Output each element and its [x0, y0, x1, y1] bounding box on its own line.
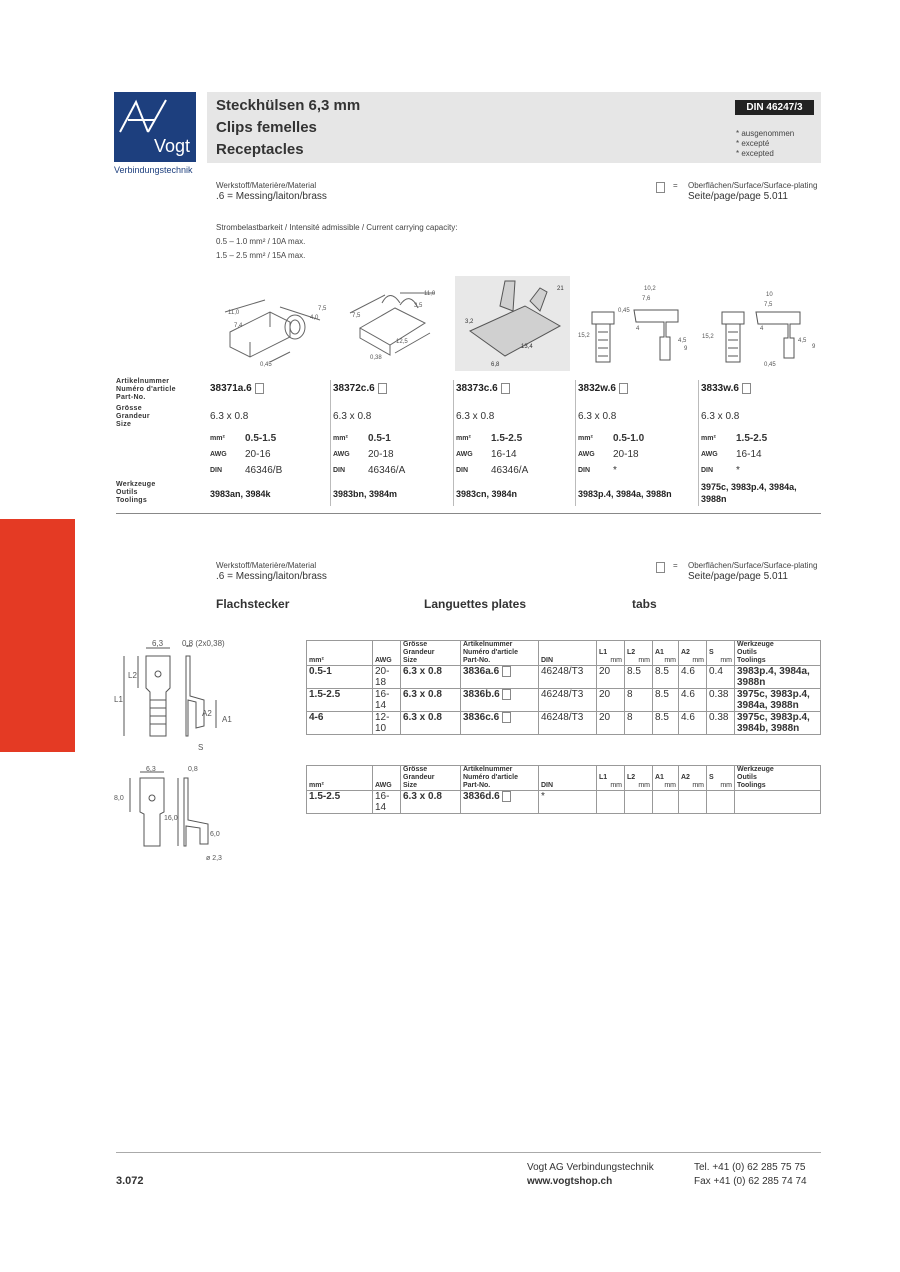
th-article-de: Artikelnummer — [463, 641, 513, 648]
th-l2-unit: mm — [638, 782, 650, 789]
th-tools — [735, 766, 821, 791]
drawing-38372c — [340, 283, 445, 363]
footer-divider — [116, 1152, 821, 1153]
cell-part — [461, 689, 539, 712]
cell-part-text: 3836b.6 — [463, 689, 500, 701]
title-en: Receptacles — [216, 141, 304, 158]
spec-key-mm2: mm² — [333, 435, 348, 442]
plating-box-icon — [502, 712, 511, 723]
th-din: DIN — [539, 641, 597, 666]
th-size — [401, 766, 461, 791]
footer-web[interactable]: www.vogtshop.ch — [527, 1176, 613, 1187]
spec-key-awg: AWG — [210, 451, 227, 458]
product-awg: 20-18 — [613, 449, 639, 460]
d4-dim-2: 0,45 — [618, 308, 630, 314]
table-row — [307, 666, 821, 689]
d4-dim-3: 15,2 — [578, 333, 590, 339]
th-din: DIN — [539, 766, 597, 791]
spec-key-din: DIN — [210, 467, 223, 474]
th-tools-fr: Outils — [737, 649, 757, 656]
t2-dim-5: ø 2,3 — [206, 855, 222, 862]
row-label-article-fr: Numéro d'article — [116, 386, 176, 393]
d3-dim-0: 21 — [557, 286, 564, 292]
cell-awg: 16-14 — [373, 791, 401, 814]
cell-s: 0.4 — [707, 666, 735, 689]
th-l1-unit: mm — [610, 782, 622, 789]
th-a1 — [653, 641, 679, 666]
th-size-fr: Grandeur — [403, 774, 435, 781]
cell-l1: 20 — [597, 666, 625, 689]
heading-fr: Languettes plates — [424, 597, 527, 611]
d2-dim-1: 7,5 — [352, 313, 361, 319]
cell-l1 — [597, 791, 625, 814]
product-din: * — [613, 465, 617, 476]
product-mm2: 0.5-1.5 — [245, 433, 277, 444]
th-article-en: Part-No. — [463, 657, 491, 664]
cell-s — [707, 791, 735, 814]
cell-l1: 20 — [597, 689, 625, 712]
th-article-en: Part-No. — [463, 782, 491, 789]
d5-dim-1: 7,5 — [764, 302, 773, 308]
th-size-de: Grösse — [403, 641, 428, 648]
d1-dim-3: 4,0 — [310, 315, 319, 321]
cell-l2: 8.5 — [625, 666, 653, 689]
product-col-divider — [575, 380, 576, 506]
row-label-tools-de: Werkzeuge — [116, 481, 156, 488]
current-line-1: 0.5 – 1.0 mm² / 10A max. — [216, 237, 306, 246]
plating-box-icon — [501, 383, 510, 394]
th-size-fr: Grandeur — [403, 649, 435, 656]
th-s-unit: mm — [720, 782, 732, 789]
title-fr: Clips femelles — [216, 119, 317, 136]
cell-mm2: 0.5-1 — [307, 666, 373, 689]
drawing-38373c — [455, 276, 570, 371]
row-label-tools-fr: Outils — [116, 489, 138, 496]
logo-mark-icon — [114, 92, 196, 162]
th-a1-unit: mm — [664, 657, 676, 664]
t2-dim-3: 16,0 — [164, 815, 178, 822]
product-part-no — [333, 383, 387, 394]
t1-dim-4: A2 — [202, 709, 212, 718]
current-label: Strombelastbarkeit / Intensité admissible / Current carrying capacity: — [216, 223, 458, 232]
cell-l2: 8 — [625, 689, 653, 712]
product-part-text: 38373c.6 — [456, 383, 498, 395]
th-article — [461, 641, 539, 666]
product-tools: 3975c, 3983p.4, 3984a, 3988n — [701, 482, 797, 504]
t1-dim-2: L2 — [128, 671, 137, 680]
d4-dim-1: 7,6 — [642, 296, 651, 302]
d4-dim-6: 9 — [684, 346, 688, 352]
d5-dim-2: 15,2 — [702, 334, 714, 340]
note-fr: * excepté — [736, 139, 770, 148]
cell-awg: 20-18 — [373, 666, 401, 689]
spec-key-mm2: mm² — [210, 435, 225, 442]
product-size: 6.3 x 0.8 — [701, 411, 740, 422]
d2-dim-4: 0,38 — [370, 355, 382, 361]
cell-part — [461, 791, 539, 814]
th-a2-unit: mm — [692, 782, 704, 789]
row-label-article-de: Artikelnummer — [116, 378, 170, 385]
th-tools-en: Toolings — [737, 782, 766, 789]
th-tools-de: Werkzeuge — [737, 766, 774, 773]
d5-dim-6: 0,45 — [764, 362, 776, 368]
cell-size: 6.3 x 0.8 — [401, 666, 461, 689]
cell-din: 46248/T3 — [539, 712, 597, 735]
th-article — [461, 766, 539, 791]
product-din: 46346/A — [368, 465, 406, 476]
spec-key-mm2: mm² — [701, 435, 716, 442]
spec-key-din: DIN — [578, 467, 591, 474]
material-label: Werkstoff/Materière/Material — [216, 181, 317, 190]
row-label-tools-en: Toolings — [116, 497, 148, 504]
section1-divider — [116, 513, 821, 514]
d3-dim-2: 13,4 — [521, 344, 533, 350]
th-l1-unit: mm — [610, 657, 622, 664]
cell-part-text: 3836c.6 — [463, 712, 500, 724]
d3-dim-3: 6,8 — [491, 362, 500, 368]
th-a1-unit: mm — [664, 782, 676, 789]
th-size-en: Size — [403, 782, 418, 789]
plating-box-icon — [255, 383, 264, 394]
product-part-text: 38372c.6 — [333, 383, 375, 395]
cell-a1: 8.5 — [653, 712, 679, 735]
spec-key-mm2: mm² — [456, 435, 471, 442]
th-article-fr: Numéro d'article — [463, 649, 518, 656]
cell-a2: 4.6 — [679, 712, 707, 735]
drawing-38371a — [210, 292, 335, 372]
plating-box-icon — [656, 179, 665, 197]
th-size-en: Size — [403, 657, 418, 664]
th-tools — [735, 641, 821, 666]
product-part-no — [701, 383, 751, 394]
d2-dim-0: 11,0 — [424, 291, 436, 297]
product-mm2: 0.5-1.0 — [613, 433, 645, 444]
footer-company: Vogt AG Verbindungstechnik — [527, 1162, 654, 1173]
product-mm2: 1.5-2.5 — [736, 433, 768, 444]
plating-box-icon — [502, 791, 511, 802]
th-a1 — [653, 766, 679, 791]
spec-key-din: DIN — [333, 467, 346, 474]
d5-dim-3: 4 — [760, 326, 764, 332]
th-l2-label: L2 — [627, 649, 636, 656]
d3-dim-1: 3,2 — [465, 319, 474, 325]
th-a2 — [679, 641, 707, 666]
cell-s: 0.38 — [707, 712, 735, 735]
cell-mm2: 4-6 — [307, 712, 373, 735]
cell-din: * — [539, 791, 597, 814]
t1-dim-0: 6,3 — [152, 639, 164, 648]
th-article-fr: Numéro d'article — [463, 774, 518, 781]
row-label-size-de: Grösse — [116, 405, 142, 412]
row-label-size — [116, 405, 150, 429]
d1-dim-2: 7,4 — [234, 323, 243, 329]
th-tools-de: Werkzeuge — [737, 641, 774, 648]
surface-eq-2: = — [673, 561, 678, 570]
title-de: Steckhülsen 6,3 mm — [216, 97, 361, 114]
cell-mm2: 1.5-2.5 — [307, 791, 373, 814]
plating-box-icon-2 — [656, 559, 665, 577]
drawing-3833w — [700, 288, 820, 370]
table-header-row — [307, 766, 821, 791]
cell-awg: 16-14 — [373, 689, 401, 712]
table-header-row — [307, 641, 821, 666]
t1-dim-1: 0,8 (2x0,38) — [182, 639, 225, 648]
table-row — [307, 689, 821, 712]
cell-s: 0.38 — [707, 689, 735, 712]
product-size: 6.3 x 0.8 — [333, 411, 372, 422]
cell-a1 — [653, 791, 679, 814]
product-mm2: 0.5-1 — [368, 433, 391, 444]
vogt-logo — [114, 92, 196, 162]
product-tools: 3983cn, 3984n — [456, 489, 518, 499]
th-l2-label: L2 — [627, 774, 636, 781]
cell-part-text: 3836a.6 — [463, 666, 500, 678]
heading-de: Flachstecker — [216, 597, 290, 611]
product-part-text: 3832w.6 — [578, 383, 616, 395]
th-size — [401, 641, 461, 666]
row-label-size-fr: Grandeur — [116, 413, 150, 420]
plating-box-icon — [502, 666, 511, 677]
footer-fax: Fax +41 (0) 62 285 74 74 — [694, 1176, 807, 1187]
tab-drawing-2 — [112, 764, 242, 864]
product-part-text: 38371a.6 — [210, 383, 252, 395]
d1-dim-1: 7,5 — [318, 306, 327, 312]
tabs-table-2 — [306, 765, 821, 814]
product-awg: 20-18 — [368, 449, 394, 460]
t2-dim-0: 6,3 — [146, 766, 156, 773]
heading-en: tabs — [632, 597, 657, 611]
surface-label: Oberflächen/Surface/Surface-plating — [688, 181, 818, 190]
product-awg: 16-14 — [736, 449, 762, 460]
d4-dim-4: 4 — [636, 326, 640, 332]
plating-box-icon — [502, 689, 511, 700]
cell-part-text: 3836d.6 — [463, 791, 500, 803]
cell-a2: 4.6 — [679, 689, 707, 712]
current-line-2: 1.5 – 2.5 mm² / 15A max. — [216, 251, 306, 260]
d4-dim-5: 4,5 — [678, 338, 687, 344]
plating-box-icon — [619, 383, 628, 394]
th-article-de: Artikelnummer — [463, 766, 513, 773]
product-size: 6.3 x 0.8 — [578, 411, 617, 422]
th-mm2: mm² — [307, 766, 373, 791]
cell-din: 46248/T3 — [539, 689, 597, 712]
cell-l2 — [625, 791, 653, 814]
th-l1-label: L1 — [599, 774, 608, 781]
cell-a2: 4.6 — [679, 666, 707, 689]
red-side-tab — [0, 519, 75, 752]
d5-dim-0: 10 — [766, 292, 773, 298]
th-s — [707, 641, 735, 666]
product-din: * — [736, 465, 740, 476]
t1-dim-3: L1 — [114, 695, 123, 704]
cell-tools: 3983p.4, 3984a, 3988n — [735, 666, 821, 689]
spec-key-awg: AWG — [578, 451, 595, 458]
product-mm2: 1.5-2.5 — [491, 433, 523, 444]
t2-dim-1: 0,8 — [188, 766, 198, 773]
product-awg: 16-14 — [491, 449, 517, 460]
product-part-text: 3833w.6 — [701, 383, 739, 395]
th-l2 — [625, 766, 653, 791]
product-part-no — [578, 383, 628, 394]
th-s-label: S — [709, 774, 714, 781]
product-tools: 3983p.4, 3984a, 3988n — [578, 489, 672, 499]
product-col-divider — [330, 380, 331, 506]
product-tools: 3983bn, 3984m — [333, 489, 398, 499]
din-badge: DIN 46247/3 — [735, 100, 814, 115]
th-l1 — [597, 641, 625, 666]
th-a2-unit: mm — [692, 657, 704, 664]
surface-eq: = — [673, 181, 678, 190]
t1-dim-5: A1 — [222, 715, 232, 724]
plating-box-icon — [378, 383, 387, 394]
th-l1 — [597, 766, 625, 791]
th-a1-label: A1 — [655, 649, 664, 656]
cell-part — [461, 666, 539, 689]
th-s-label: S — [709, 649, 714, 656]
th-size-de: Grösse — [403, 766, 428, 773]
product-col-divider — [453, 380, 454, 506]
cell-a1: 8.5 — [653, 666, 679, 689]
product-size: 6.3 x 0.8 — [456, 411, 495, 422]
th-s-unit: mm — [720, 657, 732, 664]
cell-size: 6.3 x 0.8 — [401, 712, 461, 735]
footer-tel: Tel. +41 (0) 62 285 75 75 — [694, 1162, 806, 1173]
spec-key-din: DIN — [701, 467, 714, 474]
product-din: 46346/B — [245, 465, 283, 476]
page-number: 3.072 — [116, 1175, 144, 1187]
d2-dim-3: 12,5 — [396, 339, 408, 345]
product-awg: 20-16 — [245, 449, 271, 460]
cell-part — [461, 712, 539, 735]
material-value-2: .6 = Messing/laiton/brass — [216, 571, 327, 582]
t1-dim-6: S — [198, 743, 204, 752]
d1-dim-0: 11,0 — [228, 310, 240, 316]
table-row — [307, 791, 821, 814]
t2-dim-2: 8,0 — [114, 795, 124, 802]
th-tools-fr: Outils — [737, 774, 757, 781]
cell-size: 6.3 x 0.8 — [401, 791, 461, 814]
product-col-divider — [698, 380, 699, 506]
cell-tools: 3975c, 3983p.4, 3984b, 3988n — [735, 712, 821, 735]
th-l2 — [625, 641, 653, 666]
d5-dim-5: 9 — [812, 344, 816, 350]
th-a1-label: A1 — [655, 774, 664, 781]
material-value: .6 = Messing/laiton/brass — [216, 191, 327, 202]
drawing-3832w — [578, 282, 693, 372]
product-part-no — [456, 383, 510, 394]
th-l2-unit: mm — [638, 657, 650, 664]
d1-dim-4: 0,45 — [260, 362, 272, 368]
row-label-article-en: Part-No. — [116, 394, 146, 401]
th-tools-en: Toolings — [737, 657, 766, 664]
plating-box-icon — [742, 383, 751, 394]
cell-l1: 20 — [597, 712, 625, 735]
d4-dim-0: 10,2 — [644, 286, 656, 292]
product-part-no — [210, 383, 264, 394]
spec-key-awg: AWG — [333, 451, 350, 458]
cell-din: 46248/T3 — [539, 666, 597, 689]
row-label-tools — [116, 481, 156, 505]
spec-key-din: DIN — [456, 467, 469, 474]
cell-l2: 8 — [625, 712, 653, 735]
note-en: * excepted — [736, 149, 774, 158]
spec-key-awg: AWG — [701, 451, 718, 458]
surface-page-2: Seite/page/page 5.011 — [688, 571, 788, 582]
product-tools: 3983an, 3984k — [210, 489, 271, 499]
t2-dim-4: 6,0 — [210, 831, 220, 838]
d5-dim-4: 4,5 — [798, 338, 807, 344]
note-de: * ausgenommen — [736, 129, 795, 138]
cell-a1: 8.5 — [653, 689, 679, 712]
th-a2-label: A2 — [681, 774, 690, 781]
row-label-article — [116, 378, 176, 402]
spec-key-awg: AWG — [456, 451, 473, 458]
cell-mm2: 1.5-2.5 — [307, 689, 373, 712]
cell-a2 — [679, 791, 707, 814]
d2-dim-2: 3,5 — [414, 303, 423, 309]
logo-text: Vogt — [154, 136, 191, 156]
th-l1-label: L1 — [599, 649, 608, 656]
tab-drawing-1 — [112, 636, 242, 754]
product-size: 6.3 x 0.8 — [210, 411, 249, 422]
th-awg: AWG — [373, 641, 401, 666]
product-din: 46346/A — [491, 465, 529, 476]
cell-tools — [735, 791, 821, 814]
row-label-size-en: Size — [116, 421, 132, 428]
surface-page: Seite/page/page 5.011 — [688, 191, 788, 202]
material-label-2: Werkstoff/Materière/Material — [216, 561, 317, 570]
surface-label-2: Oberflächen/Surface/Surface-plating — [688, 561, 818, 570]
cell-size: 6.3 x 0.8 — [401, 689, 461, 712]
cell-tools: 3975c, 3983p.4, 3984a, 3988n — [735, 689, 821, 712]
th-a2-label: A2 — [681, 649, 690, 656]
tabs-table-1 — [306, 640, 821, 735]
th-awg: AWG — [373, 766, 401, 791]
table-row — [307, 712, 821, 735]
spec-key-mm2: mm² — [578, 435, 593, 442]
th-mm2: mm² — [307, 641, 373, 666]
cell-awg: 12-10 — [373, 712, 401, 735]
logo-subtitle: Verbindungstechnik — [114, 165, 193, 175]
th-a2 — [679, 766, 707, 791]
th-s — [707, 766, 735, 791]
